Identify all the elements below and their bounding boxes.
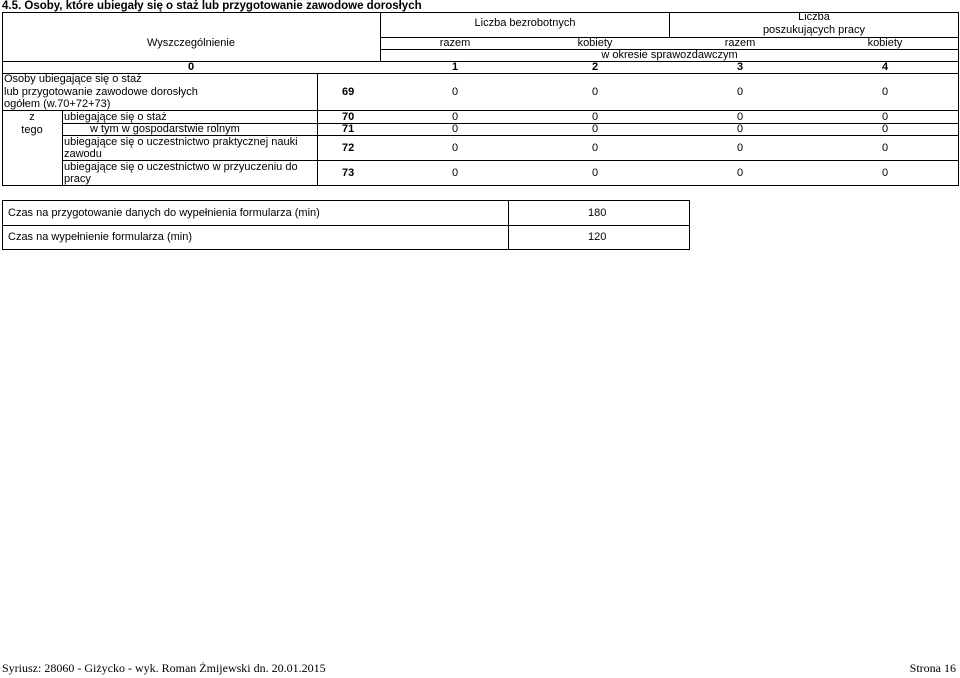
cell-value: 0 [451, 111, 459, 123]
header-razem: razem [724, 37, 756, 49]
header-bezrobotni: Liczba bezrobotnych [474, 17, 576, 29]
cell-value: 0 [591, 86, 599, 98]
row-label-line: ubiegające się o uczestnictwo praktycznej nauki [64, 136, 298, 148]
cell-value: 0 [736, 167, 744, 179]
z-tego-label: z [29, 111, 35, 123]
row-number: 71 [342, 123, 355, 135]
footer-source: Syriusz: 28060 - Giżycko - wyk. Roman Żmijewski dn. 20.01.2015 [2, 661, 326, 675]
header-kobiety: kobiety [577, 37, 613, 49]
column-number: 2 [591, 61, 599, 73]
time-value: 180 [588, 207, 607, 219]
row-label-line: lub przygotowanie zawodowe dorosłych [4, 86, 198, 98]
cell-value: 0 [881, 142, 889, 154]
cell-value: 0 [591, 111, 599, 123]
time-label: Czas na wypełnienie formularza (min) [8, 231, 193, 243]
page-number: Strona 16 [909, 661, 956, 675]
cell-value: 0 [736, 86, 744, 98]
table-line [62, 110, 63, 186]
header-okres: w okresie sprawozdawczym [601, 49, 738, 61]
z-tego-label: tego [21, 124, 43, 136]
cell-value: 0 [591, 142, 599, 154]
cell-value: 0 [451, 142, 459, 154]
row-label-line: ubiegające się o staż [64, 111, 167, 123]
page-title: 4.5. Osoby, które ubiegały się o staż lub przygotowanie zawodowe dorosłych [2, 0, 422, 12]
row-label-line: ubiegające się o uczestnictwo w przyuczeniu do [64, 161, 298, 173]
row-label-line: ogółem (w.70+72+73) [4, 98, 111, 110]
row-number: 69 [342, 86, 355, 98]
header-poszukujacy-line2: poszukujących pracy [762, 24, 866, 36]
column-number: 4 [881, 61, 889, 73]
cell-value: 0 [736, 142, 744, 154]
row-label-line: pracy [64, 173, 91, 185]
table-border-bottom [2, 249, 690, 250]
table-border-right [689, 200, 690, 250]
time-value: 120 [588, 231, 607, 243]
cell-value: 0 [736, 123, 744, 135]
column-number: 0 [187, 61, 195, 73]
column-number: 1 [451, 61, 459, 73]
row-label-line: Osoby ubiegające się o staż [4, 73, 142, 85]
header-kobiety: kobiety [867, 37, 903, 49]
column-number: 3 [736, 61, 744, 73]
row-number: 72 [342, 142, 355, 154]
row-number: 73 [342, 167, 355, 179]
header-poszukujacy-line1: Liczba [798, 11, 830, 23]
cell-value: 0 [881, 111, 889, 123]
cell-value: 0 [736, 111, 744, 123]
cell-value: 0 [451, 167, 459, 179]
cell-value: 0 [881, 167, 889, 179]
row-label-line: w tym w gospodarstwie rolnym [90, 123, 240, 135]
header-wyszczegolnienie: Wyszczególnienie [147, 37, 235, 49]
table-line [2, 225, 690, 226]
cell-value: 0 [881, 86, 889, 98]
table-border-top [2, 200, 690, 201]
header-razem: razem [439, 37, 471, 49]
table-line [508, 200, 509, 250]
time-label: Czas na przygotowanie danych do wypełnienia formularza (min) [8, 207, 320, 219]
row-label-line: zawodu [64, 148, 102, 160]
cell-value: 0 [451, 123, 459, 135]
row-number: 70 [342, 111, 355, 123]
cell-value: 0 [451, 86, 459, 98]
table-line [317, 73, 318, 186]
table-border-left [2, 200, 3, 250]
cell-value: 0 [591, 123, 599, 135]
table-border-bottom [2, 185, 959, 186]
cell-value: 0 [591, 167, 599, 179]
cell-value: 0 [881, 123, 889, 135]
